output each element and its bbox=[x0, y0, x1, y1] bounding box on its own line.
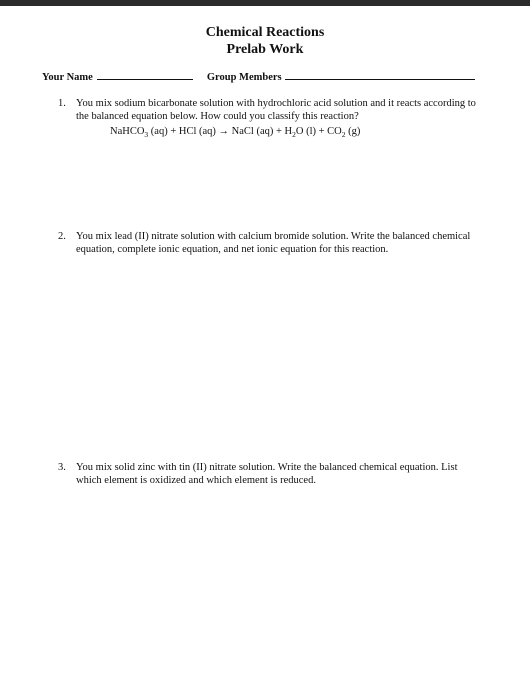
equation-part: (aq) + HCl (aq) → NaCl (aq) + H bbox=[148, 126, 293, 137]
question-3 bbox=[58, 462, 478, 487]
question-2 bbox=[58, 231, 478, 256]
question-1-number: 1. bbox=[58, 98, 66, 109]
your-name-blank[interactable] bbox=[97, 70, 193, 80]
question-2-number: 2. bbox=[58, 231, 66, 242]
question-3-text: You mix solid zinc with tin (II) nitrate solution. Write the balanced chemical equation. List which element is oxidized and which element is reduced. bbox=[76, 462, 458, 486]
equation-subscript: 3 bbox=[144, 130, 149, 140]
equation-subscript: 2 bbox=[292, 130, 296, 140]
name-fields-row bbox=[42, 70, 475, 85]
reaction-equation bbox=[110, 125, 360, 138]
equation-subscript: 2 bbox=[341, 130, 346, 140]
document-title: Chemical Reactions bbox=[205, 25, 325, 40]
your-name-label: Your Name bbox=[42, 72, 93, 83]
document-subtitle: Prelab Work bbox=[226, 42, 304, 57]
question-3-number: 3. bbox=[58, 462, 66, 473]
equation-part: NaHCO bbox=[110, 126, 145, 137]
equation-part: (g) bbox=[345, 126, 361, 137]
top-border-bar bbox=[0, 0, 530, 6]
question-1 bbox=[58, 98, 478, 123]
group-members-blank[interactable] bbox=[285, 70, 475, 80]
equation-part: O (l) + CO bbox=[295, 126, 342, 137]
question-2-text: You mix lead (II) nitrate solution with calcium bromide solution. Write the balanced chemical equation, complete ionic equation, and net ionic equation for this reaction. bbox=[76, 231, 471, 255]
group-members-label: Group Members bbox=[206, 72, 282, 83]
question-1-text: You mix sodium bicarbonate solution with hydrochloric acid solution and it reacts according to the balanced equation below. How could you classify this reaction? bbox=[76, 98, 476, 122]
